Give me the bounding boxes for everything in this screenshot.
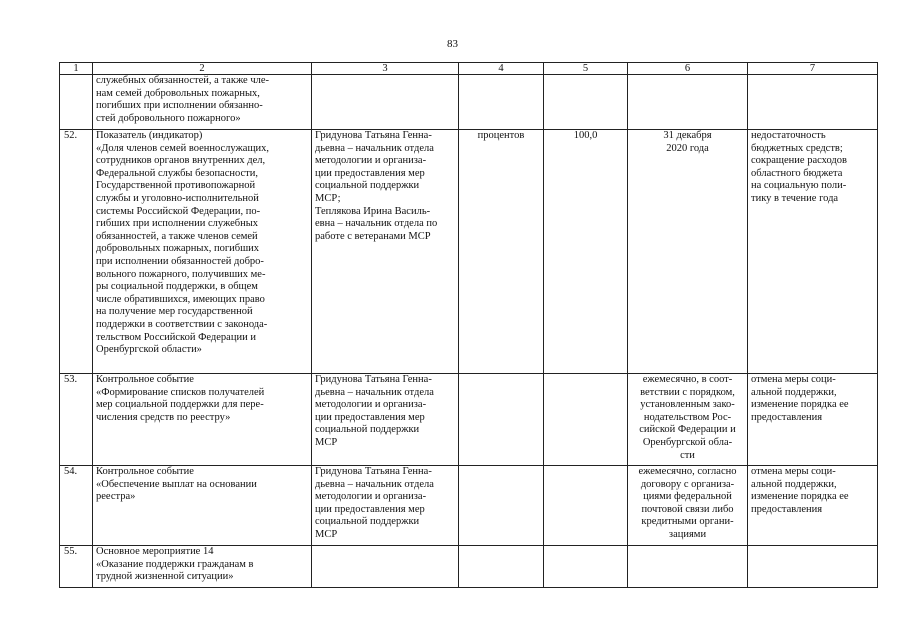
col-header-6: 6 — [628, 63, 748, 75]
measure-description: Основное мероприятие 14 «Оказание поддержки гражданам в трудной жизненной ситуации» — [93, 546, 312, 588]
risks: недостаточность бюджетных средств; сокращение расходов областного бюджета на социальную поли- тику в течение года — [748, 130, 878, 374]
responsible-person — [312, 75, 459, 130]
risks: отмена меры соци- альной поддержки, изменение порядка ее предоставления — [748, 466, 878, 546]
deadline: ежемесячно, согласно договору с организа- циями федеральной почтовой связи либо кредитными органи- зациями — [628, 466, 748, 546]
measure-description: Контрольное событие «Формирование списков получателей мер социальной поддержки для пере- числения средств по реестру» — [93, 374, 312, 466]
measures-table — [59, 62, 878, 588]
measure-description: Контрольное событие «Обеспечение выплат на основании реестра» — [93, 466, 312, 546]
responsible-person: Гридунова Татьяна Генна- дьевна – начальник отдела методологии и организа- ции предоставления мер социальной поддержки МСР — [312, 466, 459, 546]
deadline: ежемесячно, в соот- ветствии с порядком, установленным зако- нодательством Рос- сийской Федерации и Оренбургской обла- сти — [628, 374, 748, 466]
table-row — [60, 75, 878, 130]
unit — [459, 75, 544, 130]
measure-description: Показатель (индикатор) «Доля членов семей военнослужащих, сотрудников органов внутренних дел, Федеральной службы безопасности, Государственной противопожарной службы и уголовно-исполнительной системы Российской Федерации, по- гибших при исполнении служебных обязанностей, а также членов семей добровольных пожарных, погибших при исполнении обязанностей добро- вольного пожарного, получивших ме- ры социальной поддержки, в общем числе обратившихся, имеющих право на получение мер государственной поддержки в соответствии с законода- тельством Российской Федерации и Оренбургской области» — [93, 130, 312, 374]
risks: отмена меры соци- альной поддержки, изменение порядка ее предоставления — [748, 374, 878, 466]
col-header-3: 3 — [312, 63, 459, 75]
col-header-4: 4 — [459, 63, 544, 75]
responsible-person — [312, 546, 459, 588]
page-number: 83 — [447, 38, 458, 50]
col-header-5: 5 — [544, 63, 628, 75]
value — [544, 75, 628, 130]
row-number: 52. — [60, 130, 93, 374]
deadline — [628, 75, 748, 130]
unit — [459, 546, 544, 588]
col-header-7: 7 — [748, 63, 878, 75]
table-row — [60, 546, 878, 588]
table-row — [60, 130, 878, 374]
value — [544, 546, 628, 588]
value — [544, 466, 628, 546]
measure-description: служебных обязанностей, а также чле- нам семей добровольных пожарных, погибших при исполнении обязанно- стей добровольного пожарного» — [93, 75, 312, 130]
deadline: 31 декабря 2020 года — [628, 130, 748, 374]
header-row — [60, 63, 878, 75]
unit — [459, 374, 544, 466]
responsible-person: Гридунова Татьяна Генна- дьевна – начальник отдела методологии и организа- ции предоставления мер социальной поддержки МСР — [312, 374, 459, 466]
unit: процентов — [459, 130, 544, 374]
value: 100,0 — [544, 130, 628, 374]
unit — [459, 466, 544, 546]
responsible-person: Гридунова Татьяна Генна- дьевна – начальник отдела методологии и организа- ции предоставления мер социальной поддержки МСР; Теплякова Ирина Василь- евна – начальник отдела по работе с ветеранами МСР — [312, 130, 459, 374]
row-number: 55. — [60, 546, 93, 588]
row-number — [60, 75, 93, 130]
col-header-2: 2 — [93, 63, 312, 75]
value — [544, 374, 628, 466]
col-header-1: 1 — [60, 63, 93, 75]
table-row — [60, 466, 878, 546]
deadline — [628, 546, 748, 588]
row-number: 53. — [60, 374, 93, 466]
row-number: 54. — [60, 466, 93, 546]
risks — [748, 546, 878, 588]
risks — [748, 75, 878, 130]
table-row — [60, 374, 878, 466]
